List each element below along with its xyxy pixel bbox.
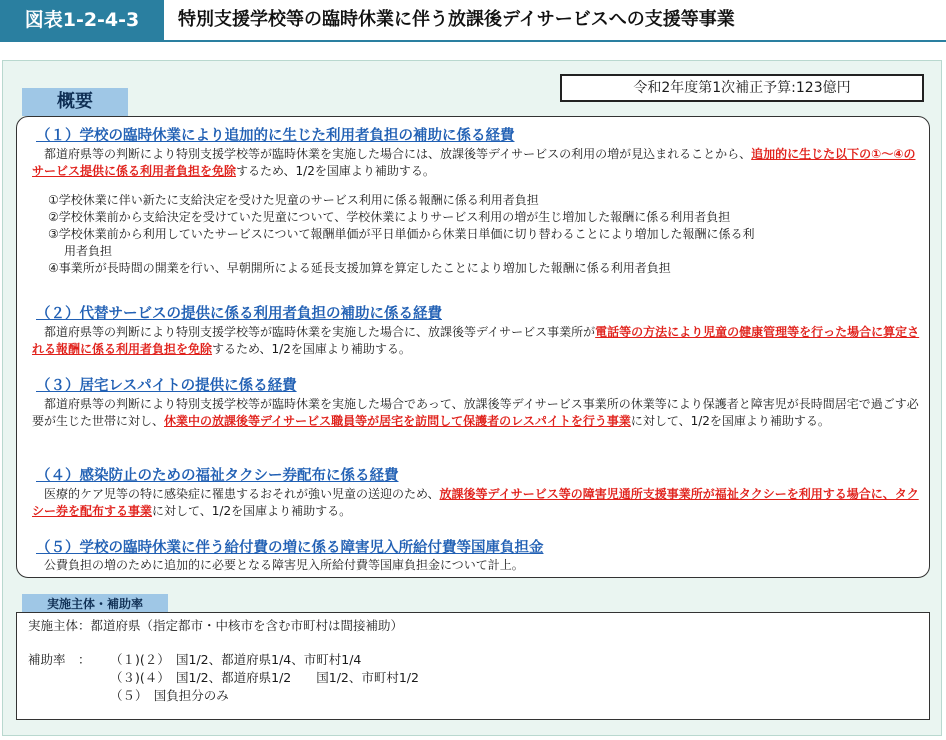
list-item: ①学校休業に伴い新たに支給決定を受けた児童のサービス利用に係る報酬に係る利用者負担 bbox=[48, 193, 539, 207]
subsidy-rate-line: （１)(２） 国1/2、都道府県1/4、市町村1/4 bbox=[110, 652, 362, 667]
section-2-highlight: 電話等の方法により児童の健康管理等を行った場合に算定される報酬に係る利用者負担を免除 bbox=[32, 325, 920, 356]
subsidy-rate-line: （５） 国負担分のみ bbox=[110, 688, 229, 703]
figure-title: 特別支援学校等の臨時休業に伴う放課後デイサービスへの支援等事業 bbox=[178, 9, 735, 30]
section-4-text-b: に対して、1/2を国庫より補助する。 bbox=[152, 504, 352, 518]
list-item: 用者負担 bbox=[64, 244, 113, 258]
section-4-text bbox=[32, 486, 920, 520]
section-1-title: （１）学校の臨時休業により追加的に生じた利用者負担の補助に係る経費 bbox=[36, 128, 515, 144]
list-item: ③学校休業前から利用していたサービスについて報酬単価が平日単価から休業日単価に切り替わることにより増加した報酬に係る利 bbox=[48, 227, 755, 241]
section-2-text-b: するため、1/2を国庫より補助する。 bbox=[212, 342, 411, 356]
list-item: ④事業所が長時間の開業を行い、早朝開所による延長支援加算を算定したことにより増加した報酬に係る利用者負担 bbox=[48, 261, 671, 275]
overview-tab: 概要 bbox=[22, 88, 128, 116]
section-2-text-a: 都道府県等の判断により特別支援学校等が臨時休業を実施した場合に、放課後等デイサービス事業所が bbox=[32, 325, 596, 339]
subsidy-rate-line: （３)(４） 国1/2、都道府県1/2 国1/2、市町村1/2 bbox=[110, 670, 419, 685]
section-1-text bbox=[32, 146, 920, 180]
section-3-text-b: に対して、1/2を国庫より補助する。 bbox=[630, 414, 830, 428]
budget-label: 令和2年度第1次補正予算:123億円 bbox=[560, 74, 924, 102]
section-1-items bbox=[48, 192, 918, 277]
section-3-title: （３）居宅レスパイトの提供に係る経費 bbox=[36, 378, 297, 394]
list-item: ②学校休業前から支給決定を受けていた児童について、学校休業によりサービス利用の増が生じ増加した報酬に係る利用者負担 bbox=[48, 210, 731, 224]
section-5-text: 公費負担の増のために追加的に必要となる障害児入所給付費等国庫負担金について計上。 bbox=[32, 558, 524, 572]
figure-header bbox=[0, 0, 946, 42]
section-4-text-a: 医療的ケア児等の特に感染症に罹患するおそれが強い児童の送迎のため、 bbox=[32, 487, 440, 501]
section-4-title: （４）感染防止のための福祉タクシー券配布に係る経費 bbox=[36, 468, 399, 484]
section-3-text-a: 都道府県等の判断により特別支援学校等が臨時休業を実施した場合であって、放課後等デイサービス事業所の休業等により保護者と障害児が長時間居宅で過ごす必要が生じた世帯に対し、 bbox=[32, 397, 919, 428]
section-2-title: （２）代替サービスの提供に係る利用者負担の補助に係る経費 bbox=[36, 306, 442, 322]
section-2-text bbox=[32, 324, 920, 358]
section-1-text-a: 都道府県等の判断により特別支援学校等が臨時休業を実施した場合には、放課後等デイサービスの利用の増が見込まれることから、 bbox=[32, 147, 752, 161]
figure-label: 図表1-2-4-3 bbox=[0, 0, 164, 40]
section-3-text bbox=[32, 396, 920, 430]
section-5-title: （５）学校の臨時休業に伴う給付費の増に係る障害児入所給付費等国庫負担金 bbox=[36, 540, 544, 556]
implementation-tab: 実施主体・補助率 bbox=[22, 594, 168, 614]
subsidy-rate-label: 補助率 ： bbox=[28, 652, 91, 667]
section-3-highlight: 休業中の放課後等デイサービス職員等が居宅を訪問して保護者のレスパイトを行う事業 bbox=[164, 414, 631, 428]
implementing-entity: 実施主体：都道府県（指定都市・中核市を含む市町村は間接補助） bbox=[28, 618, 404, 633]
section-1-highlight: 追加的に生じた以下の①～④のサービス提供に係る利用者負担を免除 bbox=[32, 147, 916, 178]
section-4-highlight: 放課後等デイサービス等の障害児通所支援事業所が福祉タクシーを利用する場合に、タクシー券を配布する事業 bbox=[32, 487, 919, 518]
section-1-text-b: するため、1/2を国庫より補助する。 bbox=[236, 164, 435, 178]
